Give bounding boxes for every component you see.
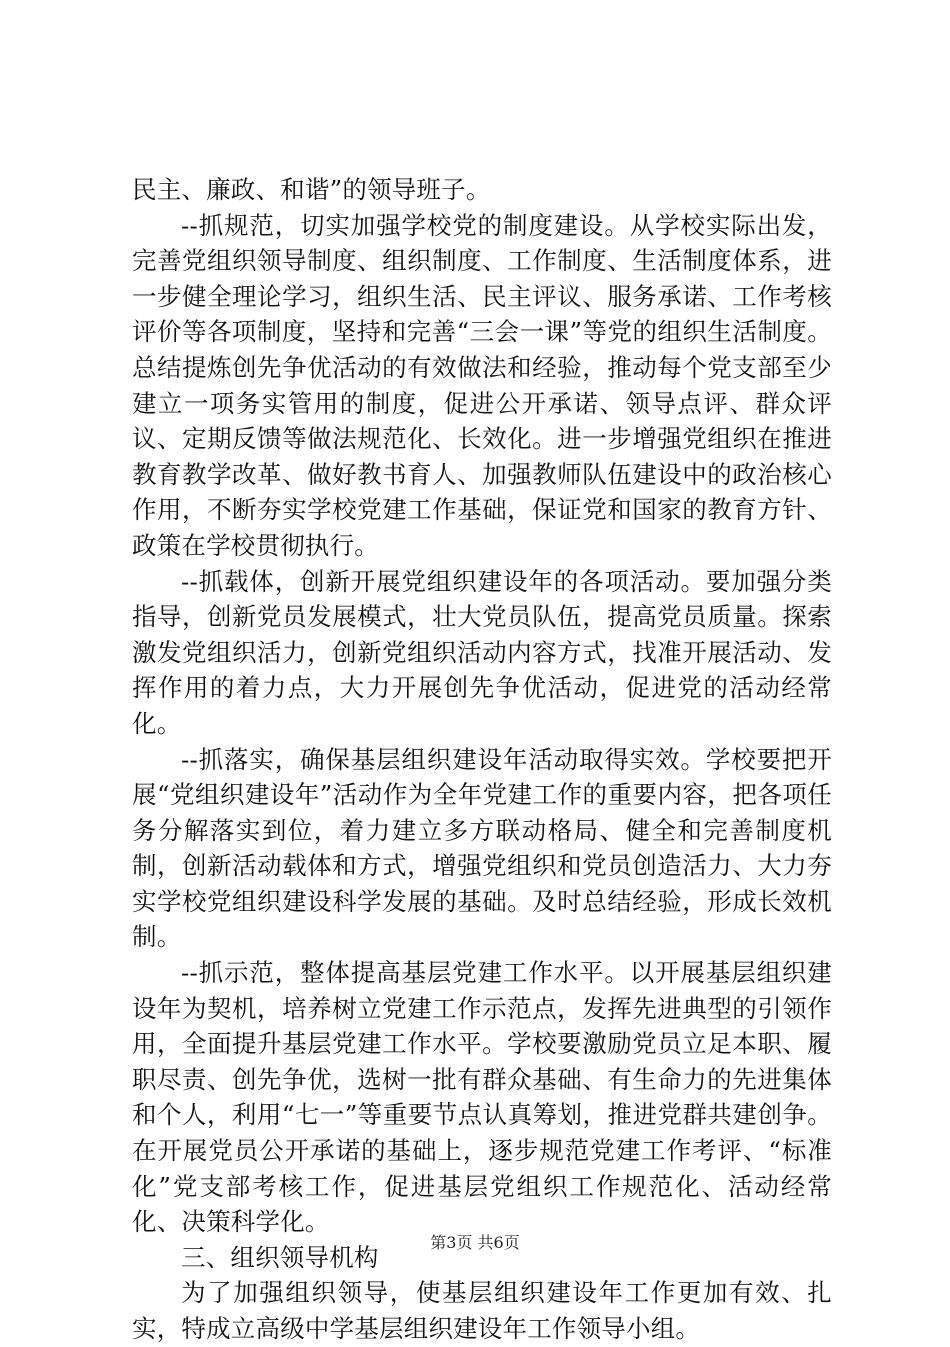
paragraph-carrier: --抓载体，创新开展党组织建设年的各项活动。要加强分类指导，创新党员发展模式，壮大党员队伍，提高党员质量。探索激发党组织活力，创新党组织活动内容方式，找准开展活动、发挥作用的着力点，大力开展创先争优活动，促进党的活动经常化。 [132,566,832,738]
paragraph-leadership-group: 为了加强组织领导，使基层组织建设年工作更加有效、扎实，特成立高级中学基层组织建设年工作领导小组。 [132,1278,832,1343]
paragraph-demonstration: --抓示范，整体提高基层党建工作水平。以开展基层组织建设年为契机，培养树立党建工作示范点，发挥先进典型的引领作用，全面提升基层党建工作水平。学校要激励党员立足本职、履职尽责、创先争优，选树一批有群众基础、有生命力的先进集体和个人，利用“七一”等重要节点认真筹划，推进党群共建创争。在开展党员公开承诺的基础上，逐步规范党建工作考评、“标准化”党支部考核工作，促进基层党组织工作规范化、活动经常化、决策科学化。 [132,958,832,1237]
page-footer: 第3页 共6页 [430,1233,520,1252]
paragraph-continuation: 民主、廉政、和谐”的领导班子。 [132,175,491,204]
document-body [132,172,832,1347]
paragraph-implementation: --抓落实，确保基层组织建设年活动取得实效。学校要把开展“党组织建设年”活动作为全年党建工作的重要内容，把各项任务分解落实到位，着力建立多方联动格局、健全和完善制度机制，创新活动载体和方式，增强党组织和党员创造活力、大力夯实学校党组织建设科学发展的基础。及时总结经验，形成长效机制。 [132,744,832,952]
section-heading-leadership: 三、组织领导机构 [181,1242,379,1272]
paragraph-standardize: --抓规范，切实加强学校党的制度建设。从学校实际出发，完善党组织领导制度、组织制度、工作制度、生活制度体系，进一步健全理论学习，组织生活、民主评议、服务承诺、工作考核评价等各项制度，坚持和完善“三会一课”等党的组织生活制度。总结提炼创先争优活动的有效做法和经验，推动每个党支部至少建立一项务实管用的制度，促进公开承诺、领导点评、群众评议、定期反馈等做法规范化、长效化。进一步增强党组织在推进教育教学改革、做好教书育人、加强教师队伍建设中的政治核心作用，不断夯实学校党建工作基础，保证党和国家的教育方针、政策在学校贯彻执行。 [132,210,832,560]
